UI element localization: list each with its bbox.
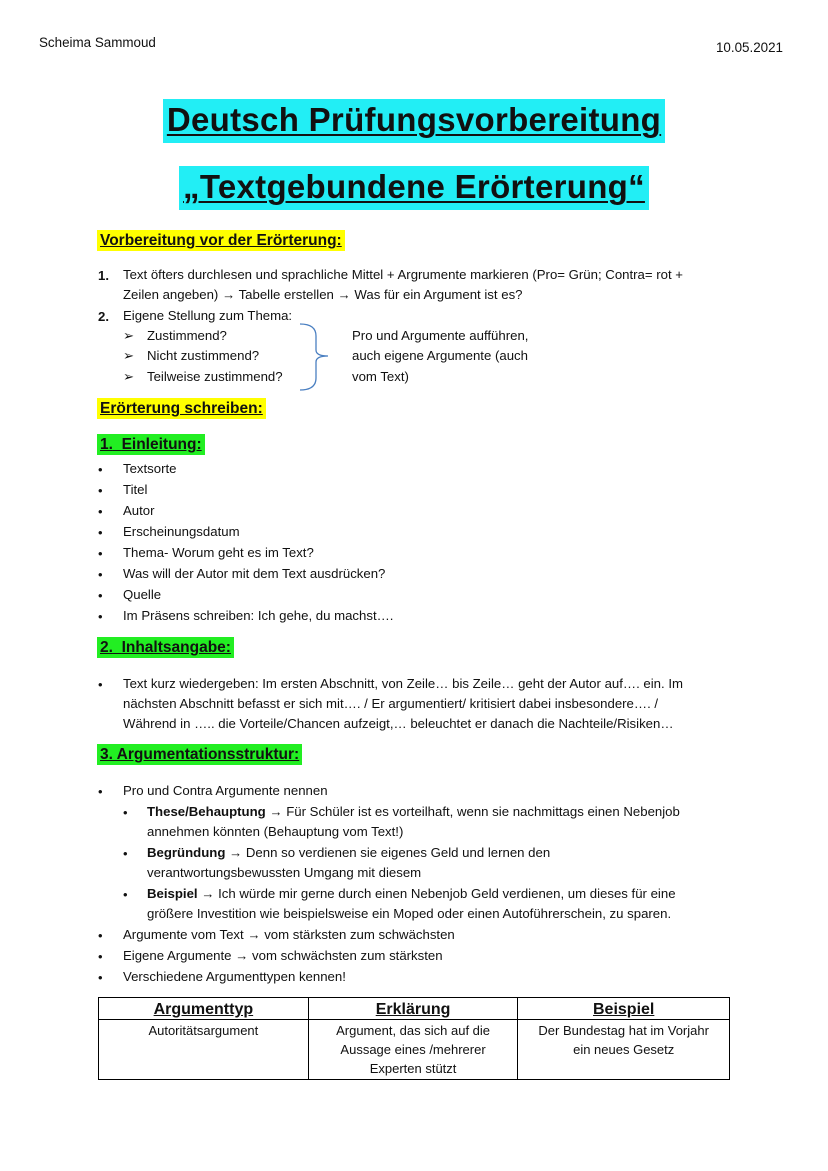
arg-reason-line2: verantwortungsbewussten Umgang mit diesem — [147, 865, 422, 880]
example-label: Beispiel — [147, 886, 198, 901]
summary-line1: Text kurz wiedergeben: Im ersten Abschnitt, von Zeile… bis Zeile… geht der Autor auf…. ein. Im — [123, 676, 683, 691]
prep-item1-line2: Zeilen angeben) → Tabelle erstellen → Was für ein Argument ist es? — [123, 287, 523, 302]
table-header-example: Beispiel — [518, 998, 730, 1020]
table-header-explanation: Erklärung — [308, 998, 518, 1020]
bullet-icon: • — [98, 462, 103, 477]
intro-heading-text: Einleitung: — [121, 436, 202, 453]
arg-heading: 3. Argumentationsstruktur: — [97, 744, 302, 765]
arg-item-pro-contra: Pro und Contra Argumente nennen — [123, 783, 328, 798]
bullet-icon: • — [123, 846, 128, 861]
list-item: Was will der Autor mit dem Text ausdrücken? — [123, 566, 386, 581]
arrow-bullet-icon: ➢ — [123, 369, 135, 384]
summary-line3: Während in ….. die Vorteile/Chancen aufzeigt,… beleuchtet er danach die Nachteile/Risiken… — [123, 716, 674, 731]
table-cell-example — [518, 1020, 730, 1080]
prep-heading: Vorbereitung vor der Erörterung: — [97, 230, 345, 251]
intro-heading — [97, 434, 205, 455]
prep-note-line3: vom Text) — [352, 369, 409, 384]
summary-heading-wrap — [97, 639, 234, 657]
bullet-icon: • — [123, 805, 128, 820]
summary-heading — [97, 637, 234, 658]
reason-text: → Denn so verdienen sie eigenes Geld und lernen den — [225, 845, 551, 860]
bullet-icon: • — [98, 928, 103, 943]
arrow-bullet-icon: ➢ — [123, 328, 135, 343]
table-header-type: Argumenttyp — [99, 998, 309, 1020]
bullet-icon: • — [98, 970, 103, 985]
arrow-bullet-icon: ➢ — [123, 348, 135, 363]
prep-heading-wrap — [97, 232, 345, 250]
writing-heading-wrap — [97, 400, 266, 418]
page-title: Deutsch Prüfungsvorbereitung — [163, 99, 665, 143]
arg-heading-wrap — [97, 746, 302, 764]
page-subtitle: „Textgebundene Erörterung“ — [179, 166, 649, 210]
prep-note-line1: Pro und Argumente aufführen, — [352, 328, 529, 343]
bullet-icon: • — [98, 525, 103, 540]
bullet-icon: • — [98, 504, 103, 519]
cell-text: Argument, das sich auf die — [336, 1023, 491, 1038]
table-cell-type — [99, 1020, 309, 1080]
cell-text: ein neues Gesetz — [573, 1042, 675, 1057]
summary-heading-number: 2. — [100, 639, 113, 656]
prep-item2-text: Eigene Stellung zum Thema: — [123, 308, 293, 323]
thesis-text: → Für Schüler ist es vorteilhaft, wenn sie nachmittags einen Nebenjob — [265, 804, 680, 819]
title-line-2-wrap — [0, 166, 828, 210]
summary-line2: nächsten Abschnitt befasst er sich mit…. / Er argumentiert/ kritisiert dabei insbesondere…. / — [123, 696, 659, 711]
option-partial: Teilweise zustimmend? — [147, 369, 283, 384]
list-item: Im Präsens schreiben: Ich gehe, du machst…. — [123, 608, 394, 623]
prep-item1-number: 1. — [98, 268, 109, 283]
thesis-label: These/Behauptung — [147, 804, 266, 819]
list-item: Titel — [123, 482, 148, 497]
writing-heading: Erörterung schreiben: — [97, 398, 266, 419]
list-item: Erscheinungsdatum — [123, 524, 240, 539]
document-date: 10.05.2021 — [715, 40, 783, 55]
option-agree: Zustimmend? — [147, 328, 227, 343]
prep-item1-line1: Text öfters durchlesen und sprachliche Mittel + Argrumente markieren (Pro= Grün; Contra= rot + — [123, 267, 683, 282]
table-row — [99, 1020, 730, 1080]
arg-reason-line1 — [147, 843, 550, 863]
curly-brace-icon — [298, 322, 332, 392]
cell-text: Experten stützt — [369, 1061, 457, 1076]
arg-item-types: Verschiedene Argumenttypen kennen! — [123, 969, 346, 984]
prep-item2-number: 2. — [98, 309, 109, 324]
list-item: Thema- Worum geht es im Text? — [123, 545, 314, 560]
bullet-icon: • — [98, 546, 103, 561]
list-item: Textsorte — [123, 461, 177, 476]
bullet-icon: • — [98, 609, 103, 624]
summary-heading-text: Inhaltsangabe: — [121, 639, 231, 656]
option-disagree: Nicht zustimmend? — [147, 348, 260, 363]
bullet-icon: • — [98, 483, 103, 498]
bullet-icon: • — [98, 784, 103, 799]
argument-types-table — [98, 997, 730, 1080]
prep-note-line2: auch eigene Argumente (auch — [352, 348, 528, 363]
intro-heading-number: 1. — [100, 436, 113, 453]
arg-item-own-order: Eigene Argumente → vom schwächsten zum stärksten — [123, 948, 443, 963]
arg-example-line1 — [147, 884, 676, 904]
table-cell-explanation — [308, 1020, 518, 1080]
reason-label: Begründung — [147, 845, 226, 860]
cell-text: Der Bundestag hat im Vorjahr — [538, 1023, 709, 1038]
arg-item-text-order: Argumente vom Text → vom stärksten zum schwächsten — [123, 927, 455, 942]
arg-thesis-line1 — [147, 802, 680, 822]
cell-text: Aussage eines /mehrerer — [340, 1042, 486, 1057]
bullet-icon: • — [123, 887, 128, 902]
bullet-icon: • — [98, 567, 103, 582]
title-line-1-wrap — [0, 99, 828, 143]
example-text: → Ich würde mir gerne durch einen Nebenjob Geld verdienen, um dieses für eine — [197, 886, 676, 901]
author-name: Scheima Sammoud — [39, 35, 156, 50]
intro-heading-wrap — [97, 436, 205, 454]
arg-example-line2: größere Investition wie beispielsweise ein Moped oder einen Autoführerschein, zu sparen. — [147, 906, 672, 921]
list-item: Autor — [123, 503, 155, 518]
bullet-icon: • — [98, 588, 103, 603]
list-item: Quelle — [123, 587, 162, 602]
cell-text: Autoritätsargument — [148, 1023, 259, 1038]
table-header-row — [99, 998, 730, 1020]
bullet-icon: • — [98, 677, 103, 692]
arg-thesis-line2: annehmen könnten (Behauptung vom Text!) — [147, 824, 404, 839]
bullet-icon: • — [98, 949, 103, 964]
